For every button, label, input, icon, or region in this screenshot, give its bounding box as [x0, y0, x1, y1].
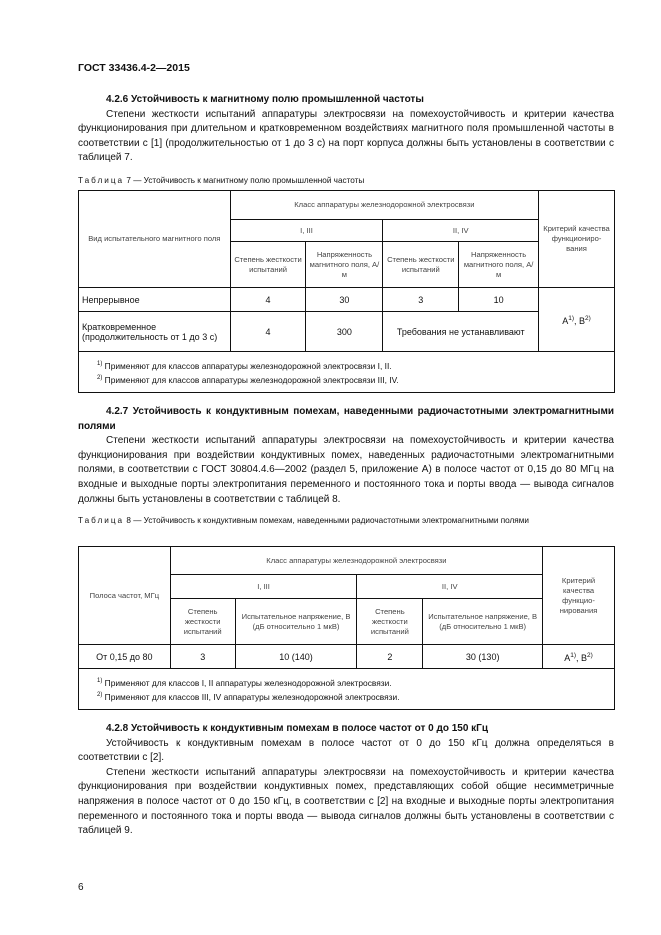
cell-criteria: $А^{1)}$, $В^{2)}$: [539, 288, 615, 352]
document-header: ГОСТ 33436.4-2—2015: [78, 62, 190, 74]
class-group-2: II, IV: [383, 220, 539, 242]
col-header-criteria: Критерий качества функцио-нирования: [543, 547, 615, 645]
subheader-degree: Степень жесткости испытаний: [230, 242, 306, 288]
table-8: [78, 546, 615, 710]
cell-degree: 4: [230, 288, 306, 312]
subheader-voltage: Испытательное напряжение, В (дБ относительно 1 мкВ): [423, 599, 543, 645]
section-title: 4.2.6 Устойчивость к магнитному полю промышленной частоты: [106, 94, 424, 105]
subheader-voltage: Испытательное напряжение, В (дБ относительно 1 мкВ): [235, 599, 357, 645]
section-4-2-7: [78, 405, 614, 507]
col-header-class: Класс аппаратуры железнодорожной электросвязи: [230, 191, 538, 220]
footnote: $^{2)}$ Применяют для классов III, IV аппаратуры железнодорожной электросвязи.: [97, 691, 400, 702]
section-title: 4.2.7 Устойчивость к кондуктивным помехам, наведенными радиочастотными электромагнитными полями: [78, 406, 614, 432]
cell-strength: 10: [459, 288, 539, 312]
col-header-type: Вид испытательного магнитного поля: [79, 191, 231, 288]
table-7: [78, 190, 615, 393]
caption-text: 7 — Устойчивость к магнитному полю промышленной частоты: [124, 176, 365, 185]
caption-label: Таблица: [78, 516, 125, 525]
section-4-2-6: [78, 93, 614, 166]
class-group-1: I, III: [230, 220, 383, 242]
paragraph: Устойчивость к кондуктивным помехам в полосе частот от 0 до 150 кГц должна определяться в соответствии с [2].: [78, 737, 614, 764]
subheader-strength: Напряженность магнитного поля, А/м: [459, 242, 539, 288]
table7-caption: [78, 175, 614, 186]
cell-degree: 3: [383, 288, 459, 312]
col-header-criteria: Критерий качества функциониро-вания: [539, 191, 615, 288]
row-name: Непрерывное: [79, 288, 231, 312]
footnote: $^{2)}$ Применяют для классов аппаратуры железнодорожной электросвязи III, IV.: [97, 374, 399, 385]
subheader-strength: Напряженность магнитного поля, А/м: [306, 242, 383, 288]
caption-label: Таблица: [78, 176, 125, 185]
cell-strength: 300: [306, 312, 383, 352]
cell-band: От 0,15 до 80: [79, 645, 171, 669]
row-name: Кратковременное (продолжительность от 1 до 3 с): [79, 312, 231, 352]
cell-voltage: 10 (140): [235, 645, 357, 669]
subheader-degree: Степень жесткости испытаний: [357, 599, 423, 645]
caption-text: 8 — Устойчивость к кондуктивным помехам, наведенными радиочастотными электромагнитными полями: [124, 516, 529, 525]
paragraph: Степени жесткости испытаний аппаратуры электросвязи на помехоустойчивость и критерии качества функционирования при воздействии кондуктивных помех, представляющих собой общие несимметричные напряжения в полосе частот от 0 до 150 кГц, в соответствии с [2] на входные и выходные порты электропитания переменного и постоянного тока и порты ввода — вывода сигналов должны быть установлены в соответствии с таблицей 9.: [78, 766, 614, 837]
cell-degree: 4: [230, 312, 306, 352]
cell-criteria: $А^{1)}$, $В^{2)}$: [543, 645, 615, 669]
cell-degree: 2: [357, 645, 423, 669]
footnote: $^{1)}$ Применяют для классов I, II аппаратуры железнодорожной электросвязи.: [97, 677, 392, 688]
col-header-class: Класс аппаратуры железнодорожной электросвязи: [170, 547, 542, 575]
section-4-2-8: [78, 722, 614, 839]
col-header-band: Полоса частот, МГц: [79, 547, 171, 645]
table-footnotes: [79, 669, 615, 710]
page-number: 6: [78, 882, 84, 893]
paragraph: Степени жесткости испытаний аппаратуры электросвязи на помехоустойчивость и критерии качества функционирования при длительном и кратковременном воздействиях магнитного поля промышленной частоты в соответствии с [1] (продолжительностью от 1 до 3 с) на порт корпуса должны быть установлены в соответствии с таблицей 7.: [78, 108, 614, 164]
class-group-1: I, III: [170, 575, 357, 599]
table-row: [79, 312, 615, 352]
table-footnotes: [79, 352, 615, 393]
table-row: [79, 288, 615, 312]
subheader-degree: Степень жесткости испытаний: [383, 242, 459, 288]
cell-degree: 3: [170, 645, 235, 669]
cell-strength: 30: [306, 288, 383, 312]
subheader-degree: Степень жесткости испытаний: [170, 599, 235, 645]
paragraph: Степени жесткости испытаний аппаратуры электросвязи на помехоустойчивость и критерии качества функционирования при воздействии кондуктивных помех, наведенных радиочастотными электромагнитными полями, в соответствии с ГОСТ 30804.4.6—2002 (раздел 5, приложение А) в полосе частот от 0,15 до 80 МГц на входные и выходные порты электропитания переменного и постоянного тока и порты ввода — вывода сигналов должны быть установлены в соответствии с таблицей 8.: [78, 435, 614, 505]
footnote: $^{1)}$ Применяют для классов аппаратуры железнодорожной электросвязи I, II.: [97, 360, 392, 371]
cell-not-applicable: Требования не устанавливают: [383, 312, 539, 352]
class-group-2: II, IV: [357, 575, 543, 599]
cell-voltage: 30 (130): [423, 645, 543, 669]
table-row: [79, 645, 615, 669]
section-title: 4.2.8 Устойчивость к кондуктивным помехам в полосе частот от 0 до 150 кГц: [106, 723, 489, 734]
table8-caption: [78, 515, 614, 526]
